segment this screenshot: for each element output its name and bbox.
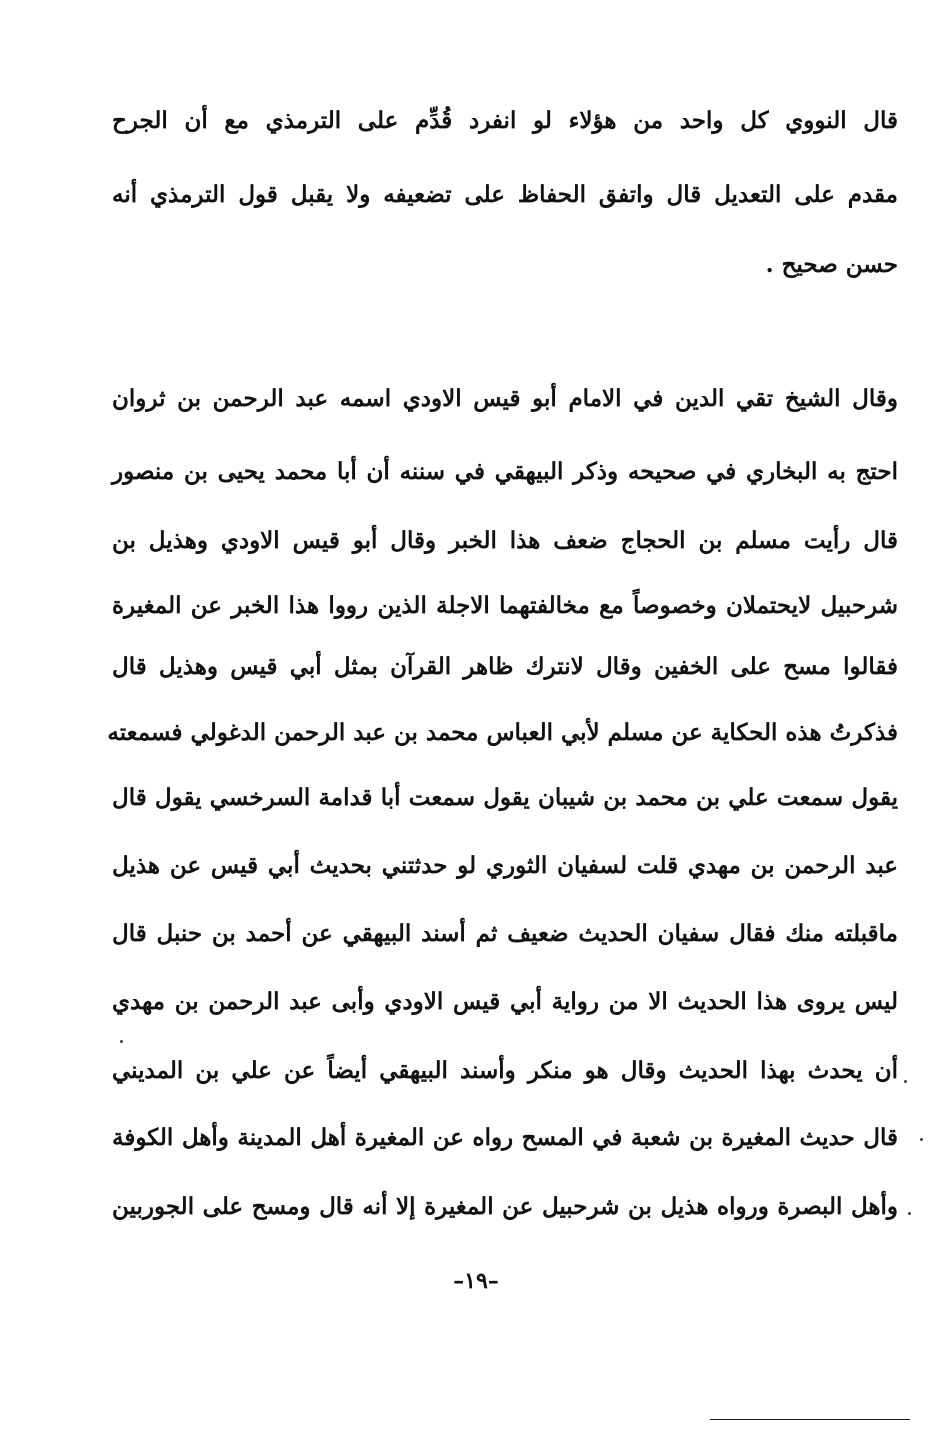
paragraph-1-line-3: حسن صحيح . [765, 251, 898, 278]
paragraph-2-line-12: قال حديث المغيرة بن شعبة في المسح رواه عن المغيرة أهل المدينة وأهل الكوفة [112, 1124, 898, 1151]
page-number: –١٩– [453, 1268, 499, 1294]
paragraph-2-line-1: وقال الشيخ تقي الدين في الامام أبو قيس الاودي اسمه عبد الرحمن بن ثروان [112, 385, 898, 412]
scan-speck [904, 1080, 907, 1083]
paragraph-1-line-2: مقدم على التعديل قال واتفق الحفاظ على تضعيفه ولا يقبل قول الترمذي أنه [112, 181, 898, 208]
paragraph-2-line-9: ماقبلته منك فقال سفيان الحديث ضعيف ثم أسند البيهقي عن أحمد بن حنبل قال [112, 920, 898, 947]
paragraph-2-line-11: أن يحدث بهذا الحديث وقال هو منكر وأسند البيهقي أيضاً عن علي بن المديني [112, 1057, 898, 1084]
paragraph-2-line-8: عبد الرحمن بن مهدي قلت لسفيان الثوري لو حدثتني بحديث أبي قيس عن هذيل [112, 852, 898, 879]
paragraph-2-line-4: شرحبيل لايحتملان وخصوصاً مع مخالفتهما الاجلة الذين رووا هذا الخبر عن المغيرة [112, 592, 898, 619]
paragraph-2-line-2: احتج به البخاري في صحيحه وذكر البيهقي في سننه أن أبا محمد يحيى بن منصور [112, 458, 898, 485]
paragraph-2-line-13: وأهل البصرة ورواه هذيل بن شرحبيل عن المغيرة إلا أنه قال ومسح على الجوربين [112, 1193, 899, 1220]
footer-rule [710, 1419, 910, 1420]
scan-speck [908, 1212, 911, 1215]
paragraph-2-line-3: قال رأيت مسلم بن الحجاج ضعف هذا الخبر وقال أبو قيس الاودي وهذيل بن [112, 527, 898, 554]
paragraph-2-line-7: يقول سمعت علي بن محمد بن شيبان يقول سمعت أبا قدامة السرخسي يقول قال [112, 784, 898, 811]
paragraph-2-line-6: فذكرتُ هذه الحكاية عن مسلم لأبي العباس محمد بن عبد الرحمن الدغولي فسمعته [107, 719, 898, 746]
paragraph-1-line-1: قال النووي كل واحد من هؤلاء لو انفرد قُدِّم على الترمذي مع أن الجرح [112, 107, 898, 134]
paragraph-2-line-10: ليس يروى هذا الحديث الا من رواية أبي قيس الاودي وأبى عبد الرحمن بن مهدي [112, 988, 898, 1015]
scan-speck [920, 1138, 923, 1141]
scan-speck [120, 1040, 123, 1043]
paragraph-2-line-5: فقالوا مسح على الخفين وقال لانترك ظاهر القرآن بمثل أبي قيس وهذيل قال [112, 653, 898, 680]
